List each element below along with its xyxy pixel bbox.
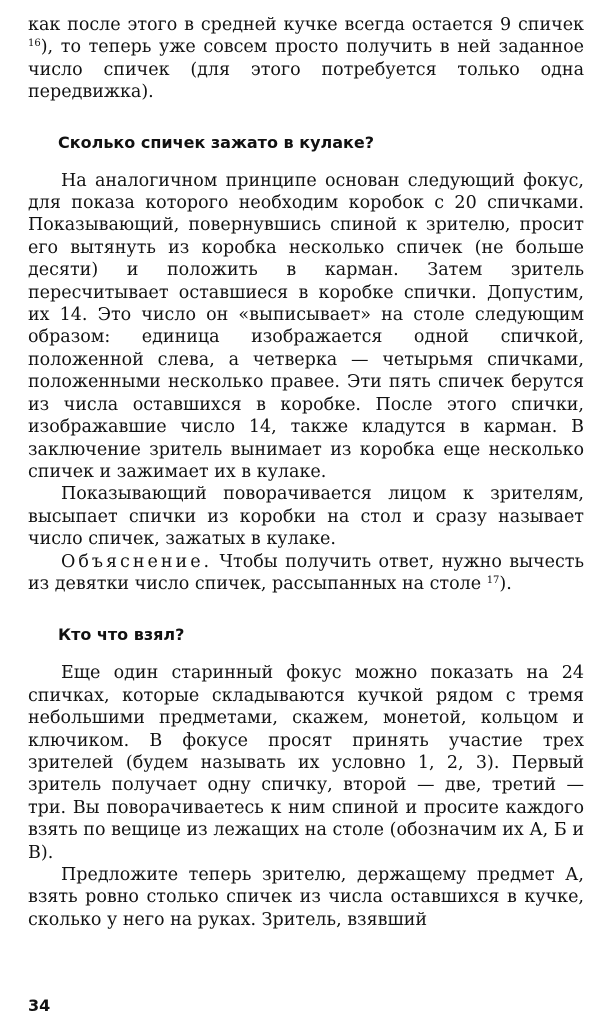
section2-paragraph-1: Еще один старинный фокус можно показать на 24 спичках, которые складываются кучкой рядом с тремя небольшими предметами, скажем, монетой, кольцом и ключиком. В фокусе просят принять участие трех зрителей (будем называть их условно 1, 2, 3). Первый зритель получает одну спичку, второй — две, третий — три. Вы поворачиваетесь к ним спиной и просите каждого взять по вещице из лежащих на столе (обозначим их А, Б и В). [28,663,584,863]
section1-paragraph-2: Показывающий поворачивается лицом к зрителям, высыпает спички из коробки на стол и сразу называет число спичек, зажатых в кулаке. [28,484,584,550]
intro-text-before-note: как после этого в средней кучке всегда остается 9 спичек [28,15,584,35]
intro-text-after-note: ), то теперь уже совсем просто получить в ней заданное число спичек (для этого потребуется только одна передвижка). [28,37,584,103]
section-heading-fist-matches: Сколько спичек зажато в кулаке? [58,132,375,152]
footnote-reference[interactable]: 16 [28,38,41,50]
footnote-reference[interactable]: 17 [486,574,500,586]
explanation-end: ). [499,573,512,594]
section2-paragraph-2: Предложите теперь зрителю, держащему предмет А, взять ровно столько спичек из числа оставшихся в кучке, сколько у него на руках. Зритель, взявший [28,865,584,930]
intro-paragraph [28,14,584,104]
explanation-text: Чтобы получить ответ, нужно вычесть из девятки число спичек, рассыпанных на столе [28,551,584,594]
page-number: 34 [28,996,51,1015]
section-heading-who-took-what: Кто что взял? [58,625,185,645]
section1-paragraph-1: На аналогичном принципе основан следующий фокус, для показа которого необходим коробок с 20 спичками. Показывающий, повернувшись спиной к зрителю, просит его вытянуть из коробка несколько спичек (не больше десяти) и положить в карман. Затем зритель пересчитывает оставшиеся в коробке спички. Допустим, их 14. Это число он «выписывает» на столе следующим образом: единица изображается одной спичкой, положенной слева, а четверка — четырьмя спичками, положенными несколько правее. Эти пять спичек берутся из числа оставшихся в коробке. После этого спички, изображавшие число 14, также кладутся в карман. В заключение зритель вынимает из коробка еще несколько спичек и зажимает их в кулаке. [28,170,584,482]
section1-explanation-paragraph [28,551,584,596]
explanation-label: Объяснение. [61,551,213,572]
